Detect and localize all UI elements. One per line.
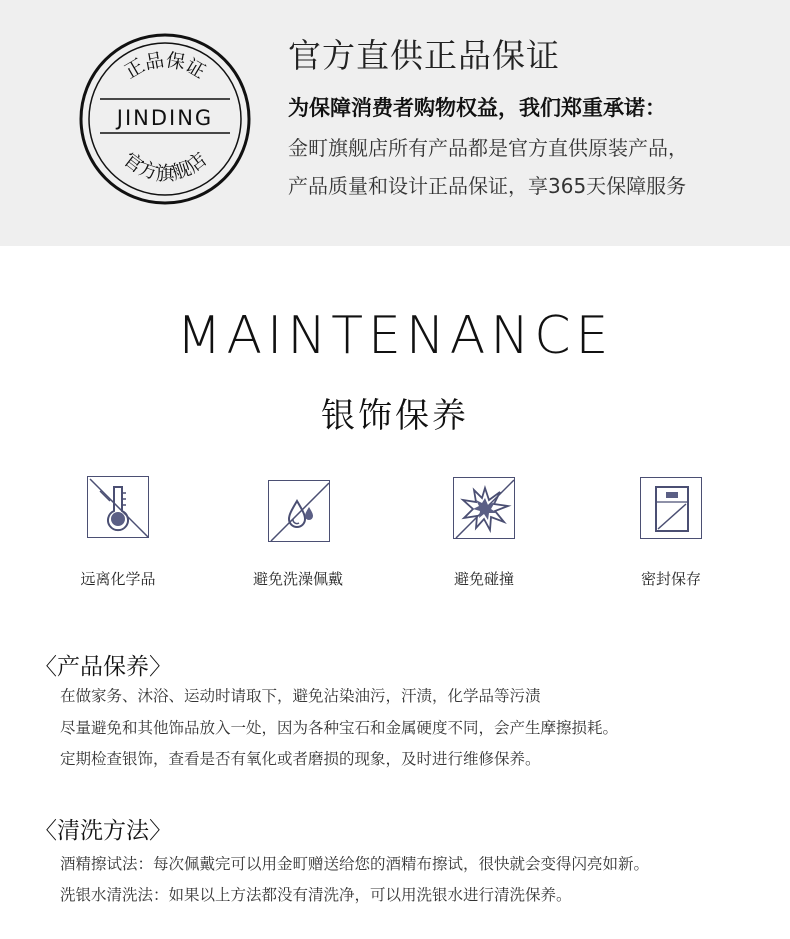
burst-impact-icon: [454, 478, 516, 540]
cleaning-section-title: 〈清洗方法〉: [34, 818, 172, 844]
cleaning-line-1: 酒精擦试法：每次佩戴完可以用金町赠送给您的酒精布擦试，很快就会变得闪亮如新。: [60, 855, 650, 873]
svg-text:官方旗舰店: [119, 148, 211, 184]
banner-subtitle: 为保障消费者购物权益，我们郑重承诺：: [288, 96, 666, 120]
care-line-2: 尽量避免和其他饰品放入一处，因为各种宝石和金属硬度不同，会产生摩擦损耗。: [60, 719, 619, 737]
care-section-title: 〈产品保养〉: [34, 654, 172, 680]
banner-line-2: 产品质量和设计正品保证，享365天保障服务: [288, 174, 687, 198]
icon-label-collision: 避免碰撞: [453, 570, 514, 588]
care-line-1: 在做家务、沐浴、运动时请取下，避免沾染油污，汗渍，化学品等污渍: [60, 687, 541, 705]
icon-label-sealed: 密封保存: [640, 570, 701, 588]
banner-title: 官方直供正品保证: [288, 36, 560, 75]
seal-bottom-text: 官方旗舰店: [119, 148, 211, 185]
icon-label-bathing: 避免洗澡佩戴: [252, 570, 343, 588]
water-drop-icon: [269, 481, 331, 543]
cleaning-line-2: 洗银水清洗法：如果以上方法都没有清洗净，可以用洗银水进行清洗保养。: [60, 886, 572, 904]
svg-text:正品保证: [121, 49, 209, 83]
sealed-icon-box: [640, 477, 702, 539]
sealed-bag-icon: [641, 478, 703, 540]
seal-top-text: 正品保证: [120, 49, 210, 84]
seal-middle-text: JINDING: [116, 106, 214, 130]
silver-care-title: 银饰保养: [321, 396, 469, 436]
bath-icon-box: [268, 480, 330, 542]
care-line-3: 定期检查银饰，查看是否有氧化或者磨损的现象，及时进行维修保养。: [60, 750, 541, 768]
collision-icon-box: [453, 477, 515, 539]
guarantee-banner: [0, 0, 790, 246]
banner-line-1: 金町旗舰店所有产品都是官方直供原装产品，: [288, 136, 688, 160]
chemical-icon-box: [87, 476, 149, 538]
authenticity-seal-icon: [78, 32, 252, 206]
icon-label-chemicals: 远离化学品: [80, 570, 156, 588]
maintenance-title: MAINTENANCE: [176, 306, 614, 366]
thermometer-flask-icon: [88, 477, 150, 539]
